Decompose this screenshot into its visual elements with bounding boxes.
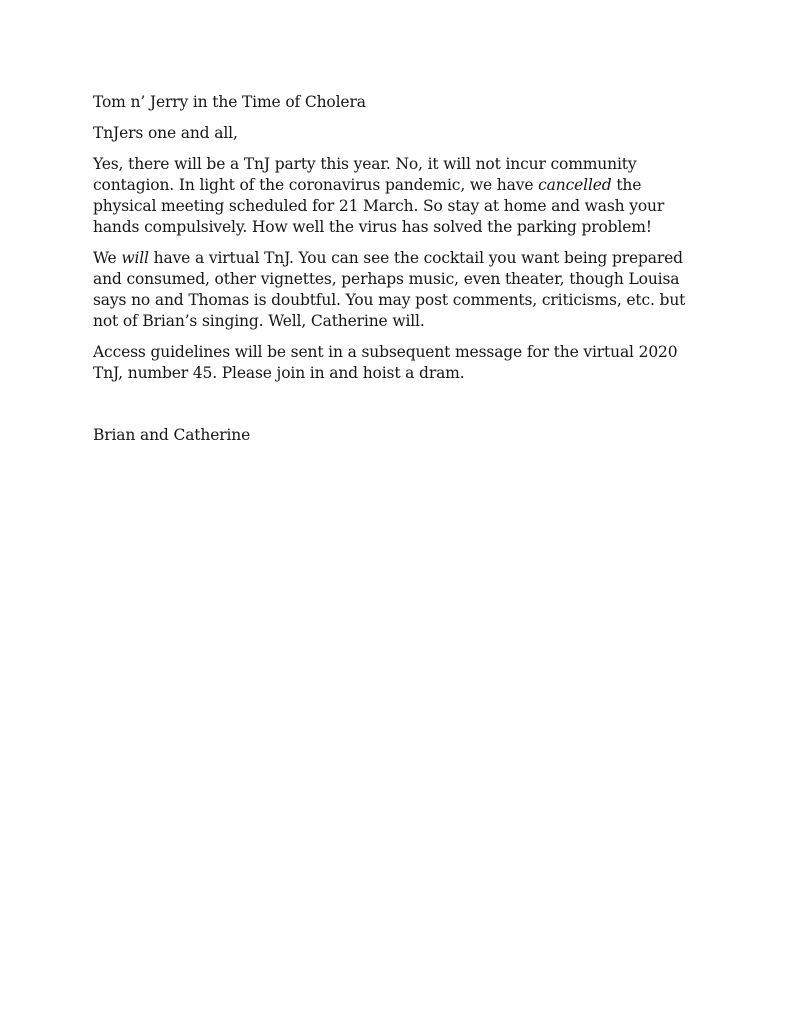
text-run: the physical meeting scheduled for 21 March. So stay at home and wash your hands compulsively. How well the virus has solved the parking problem!	[93, 176, 665, 236]
document-title: Tom n’ Jerry in the Time of Cholera	[93, 93, 366, 111]
text-run: have a virtual TnJ. You can see the cocktail you want being prepared and consumed, other vignettes, perhaps music, even theater, though Louisa says no and Thomas is doubtful. You may post comments, criticisms, etc. but not of Brian’s singing. Well, Catherine will.	[93, 249, 686, 330]
salutation: TnJers one and all,	[93, 124, 238, 142]
text-run-italic: cancelled	[538, 176, 612, 194]
text-run: Yes, there will be a TnJ party this year. No, it will not incur community contagion. In light of the coronavirus pandemic, we have	[93, 155, 637, 194]
paragraph-2	[93, 248, 705, 332]
paragraph-3	[93, 342, 705, 384]
text-run: We	[93, 249, 122, 267]
text-run: Access guidelines will be sent in a subsequent message for the virtual 2020 TnJ, number 45. Please join in and hoist a dram.	[93, 343, 678, 382]
blank-line	[93, 394, 705, 415]
document-content	[93, 92, 705, 456]
closing-signature: Brian and Catherine	[93, 426, 251, 444]
text-run-italic: will	[121, 249, 149, 267]
paragraph-1	[93, 154, 705, 238]
